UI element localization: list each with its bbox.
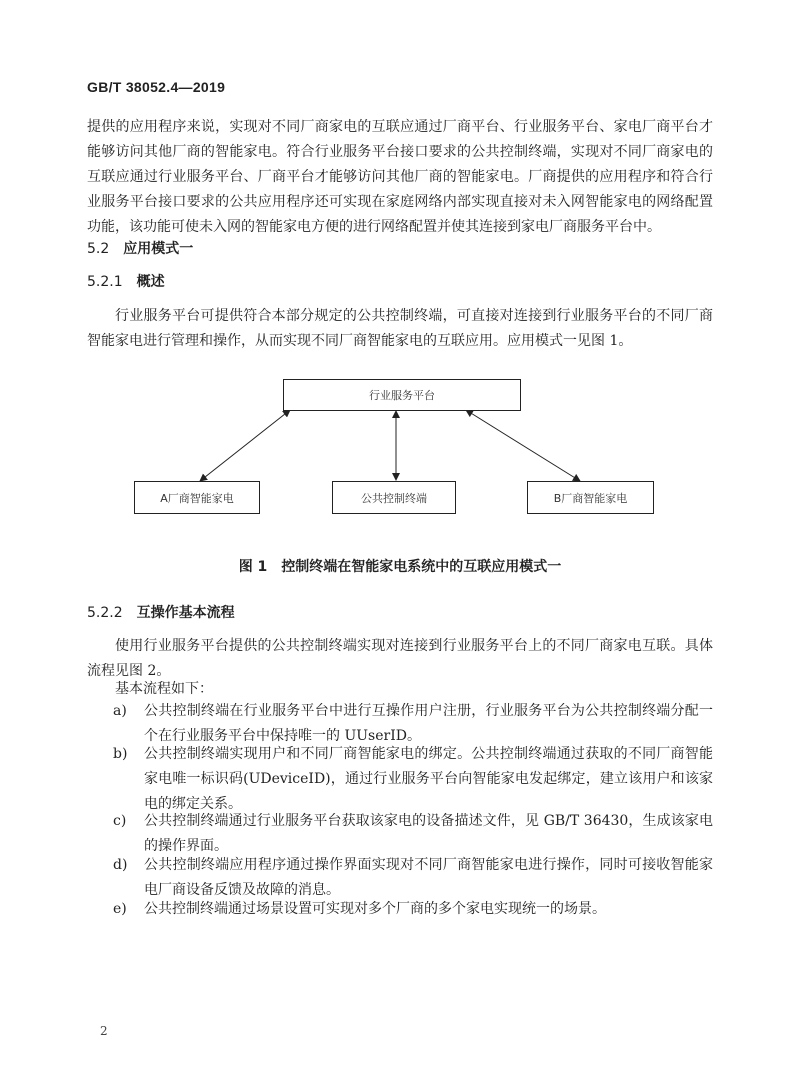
section-title: 概述 (136, 274, 165, 290)
section-title: 互操作基本流程 (136, 605, 235, 621)
public-terminal-box: 公共控制终端 (332, 481, 456, 514)
arrow-platform-to-brand-b (466, 410, 580, 481)
section-number: 5.2.1 (87, 274, 123, 290)
list-item (113, 897, 713, 922)
overview-paragraph: 行业服务平台可提供符合本部分规定的公共控制终端，可直接对连接到行业服务平台的不同厂商智能家电进行管理和操作，从而实现不同厂商智能家电的互联应用。应用模式一见图 1。 (87, 308, 713, 349)
list-item-text: 公共控制终端在行业服务平台中进行互操作用户注册，行业服务平台为公共控制终端分配一个在行业服务平台中保持唯一的 UUserID。 (144, 703, 713, 744)
list-item-text: 公共控制终端应用程序通过操作界面实现对不同厂商智能家电进行操作，同时可接收智能家电厂商设备反馈及故障的消息。 (144, 857, 713, 898)
list-item-text: 公共控制终端通过场景设置可实现对多个厂商的多个家电实现统一的场景。 (144, 901, 606, 917)
industry-platform-box: 行业服务平台 (283, 379, 521, 411)
page-number: 2 (100, 1024, 108, 1038)
list-intro: 基本流程如下： (115, 681, 213, 697)
list-item (113, 853, 713, 903)
list-marker: c) (113, 813, 127, 829)
list-item-text: 公共控制终端实现用户和不同厂商智能家电的绑定。公共控制终端通过获取的不同厂商智能家电唯一标识码(UDeviceID)，通过行业服务平台向智能家电发起绑定，建立该用户和该家电的绑定关系。 (144, 746, 713, 812)
section-title: 应用模式一 (123, 241, 194, 257)
section-number: 5.2 (87, 241, 110, 257)
interop-paragraph: 使用行业服务平台提供的公共控制终端实现对连接到行业服务平台上的不同厂商家电互联。具体流程见图 2。 (87, 638, 713, 679)
figure-1-caption (0, 556, 800, 576)
list-item-text: 公共控制终端通过行业服务平台获取该家电的设备描述文件，见 GB/T 36430，生成该家电的操作界面。 (144, 813, 713, 854)
section-heading-5-2 (87, 238, 193, 258)
list-marker: a) (113, 703, 127, 719)
brand-a-appliance-box: A厂商智能家电 (134, 481, 260, 514)
list-marker: e) (113, 901, 127, 917)
section-number: 5.2.2 (87, 605, 123, 621)
list-marker: d) (113, 857, 128, 873)
intro-paragraph: 提供的应用程序来说，实现对不同厂商家电的互联应通过厂商平台、行业服务平台、家电厂商平台才能够访问其他厂商的智能家电。符合行业服务平台接口要求的公共控制终端，实现对不同厂商家电的互联应通过行业服务平台、厂商平台才能够访问其他厂商的智能家电。厂商提供的应用程序和符合行业服务平台接口要求的公共应用程序还可实现在家庭网络内部实现直接对未入网智能家电的网络配置功能，该功能可使未入网的智能家电方便的进行网络配置并使其连接到家电厂商服务平台中。 (87, 119, 713, 235)
brand-b-appliance-box: B厂商智能家电 (527, 481, 654, 514)
caption-text: 控制终端在智能家电系统中的互联应用模式一 (281, 559, 562, 575)
list-marker: b) (113, 746, 128, 762)
list-item (113, 742, 713, 817)
list-item (113, 809, 713, 859)
standard-code: GB/T 38052.4—2019 (87, 79, 226, 95)
arrow-platform-to-brand-a (200, 410, 290, 481)
section-heading-5-2-2 (87, 602, 235, 622)
caption-label: 图 1 (238, 559, 268, 575)
section-heading-5-2-1 (87, 271, 165, 291)
